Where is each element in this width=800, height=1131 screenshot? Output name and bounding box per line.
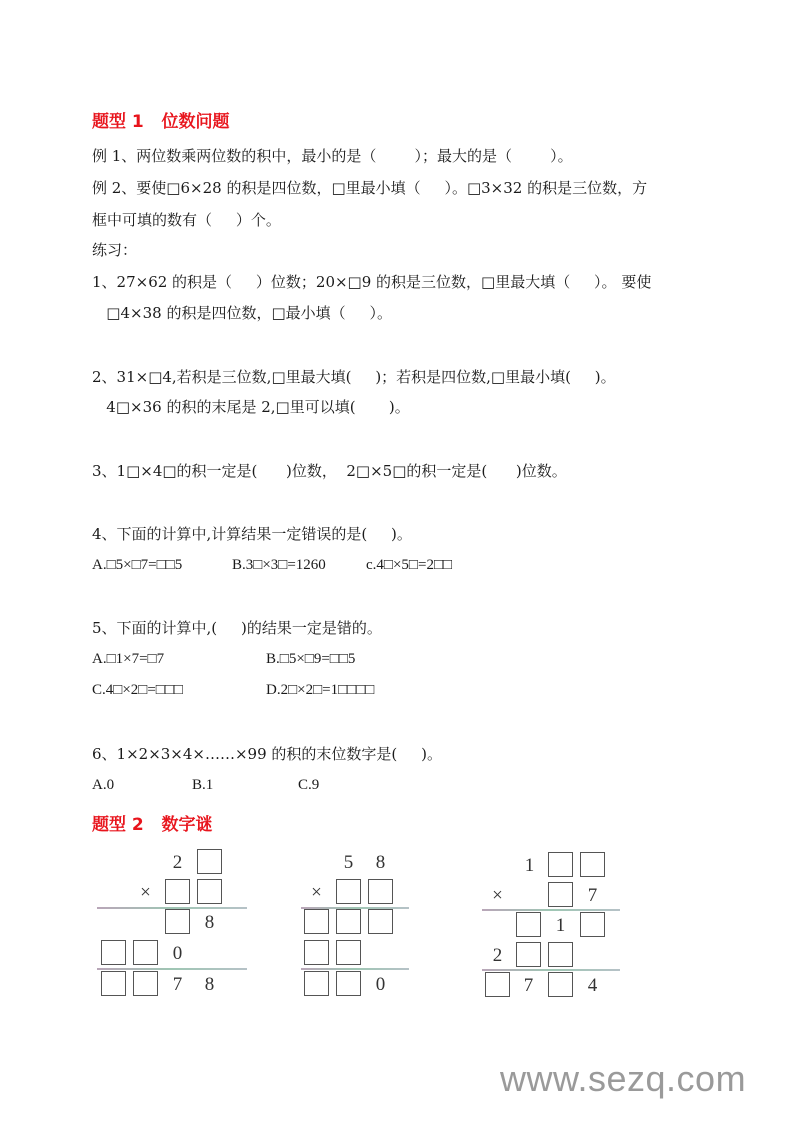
q4-option-a: A.□5×□7=□□5 xyxy=(92,557,183,573)
blank-box[interactable] xyxy=(336,971,361,996)
digit: 1 xyxy=(524,855,535,876)
blank-box[interactable] xyxy=(133,940,158,965)
blank-box[interactable] xyxy=(336,909,361,934)
q5-option-b: B.□5×□9=□□5 xyxy=(266,651,356,667)
blank-box[interactable] xyxy=(548,942,573,967)
blank-box[interactable] xyxy=(516,942,541,967)
blank-box[interactable] xyxy=(101,971,126,996)
blank-box[interactable] xyxy=(336,879,361,904)
question-2-line2: 4□×36 的积的末尾是 2,□里可以填( )。 xyxy=(92,398,410,416)
blank-box[interactable] xyxy=(304,909,329,934)
question-6: 6、1×2×3×4×……×99 的积的末位数字是( )。 xyxy=(92,745,442,763)
blank-box[interactable] xyxy=(548,882,573,907)
blank-box[interactable] xyxy=(580,852,605,877)
digit: 1 xyxy=(555,915,566,936)
divider-line xyxy=(482,909,620,911)
question-3: 3、1□×4□的积一定是( )位数， 2□×5□的积一定是( )位数。 xyxy=(92,462,567,480)
q5-option-d: D.2□×2□=1□□□□ xyxy=(266,682,375,698)
blank-box[interactable] xyxy=(165,909,190,934)
section2-heading: 题型 2 数字谜 xyxy=(92,815,213,835)
question-5: 5、下面的计算中,( )的结果一定是错的。 xyxy=(92,619,382,637)
question-1-line1: 1、27×62 的积是（ ）位数；20×□9 的积是三位数，□里最大填（ ）。 要使 xyxy=(92,273,652,291)
times-sign: × xyxy=(492,885,503,906)
divider-line xyxy=(482,969,620,971)
blank-box[interactable] xyxy=(368,879,393,904)
q5-option-a: A.□1×7=□7 xyxy=(92,651,165,667)
watermark: www.sezq.com xyxy=(500,1058,747,1099)
blank-box[interactable] xyxy=(101,940,126,965)
blank-box[interactable] xyxy=(580,912,605,937)
question-1-line2: □4×38 的积是四位数，□最小填（ ）。 xyxy=(92,304,392,322)
q6-option-b: B.1 xyxy=(192,777,214,793)
digit: 8 xyxy=(375,852,386,873)
blank-box[interactable] xyxy=(165,879,190,904)
blank-box[interactable] xyxy=(516,912,541,937)
section1-heading: 题型 1 位数问题 xyxy=(92,112,230,132)
example-2-line2: 框中可填的数有（ ）个。 xyxy=(92,211,281,229)
digit: 7 xyxy=(587,885,598,906)
digit: 2 xyxy=(492,945,503,966)
blank-box[interactable] xyxy=(197,849,222,874)
example-1: 例 1、两位数乘两位数的积中，最小的是（ ）；最大的是（ ）。 xyxy=(92,147,573,165)
practice-label: 练习： xyxy=(92,241,138,259)
divider-line xyxy=(301,968,409,970)
digit: 5 xyxy=(343,852,354,873)
divider-line xyxy=(97,968,247,970)
blank-box[interactable] xyxy=(368,909,393,934)
digit: 8 xyxy=(204,912,215,933)
blank-box[interactable] xyxy=(485,972,510,997)
question-4: 4、下面的计算中,计算结果一定错误的是( )。 xyxy=(92,525,412,543)
times-sign: × xyxy=(311,882,322,903)
blank-box[interactable] xyxy=(548,972,573,997)
digit: 8 xyxy=(204,974,215,995)
digit: 0 xyxy=(375,974,386,995)
question-2-line1: 2、31×□4,若积是三位数,□里最大填( )；若积是四位数,□里最小填( )。 xyxy=(92,368,616,386)
digit: 7 xyxy=(523,975,534,996)
q4-option-b: B.3□×3□=1260 xyxy=(232,557,326,573)
q6-option-c: C.9 xyxy=(298,777,320,793)
digit: 2 xyxy=(172,852,183,873)
blank-box[interactable] xyxy=(336,940,361,965)
example-2-line1: 例 2、要使□6×28 的积是四位数，□里最小填（ ）。□3×32 的积是三位数，方 xyxy=(92,179,648,197)
blank-box[interactable] xyxy=(548,852,573,877)
blank-box[interactable] xyxy=(304,971,329,996)
blank-box[interactable] xyxy=(304,940,329,965)
q4-option-c: c.4□×5□=2□□ xyxy=(366,557,453,573)
times-sign: × xyxy=(140,882,151,903)
digit: 7 xyxy=(172,974,183,995)
digit: 4 xyxy=(587,975,598,996)
q5-option-c: C.4□×2□=□□□ xyxy=(92,682,183,698)
q6-option-a: A.0 xyxy=(92,777,115,793)
blank-box[interactable] xyxy=(133,971,158,996)
blank-box[interactable] xyxy=(197,879,222,904)
digit: 0 xyxy=(172,943,183,964)
